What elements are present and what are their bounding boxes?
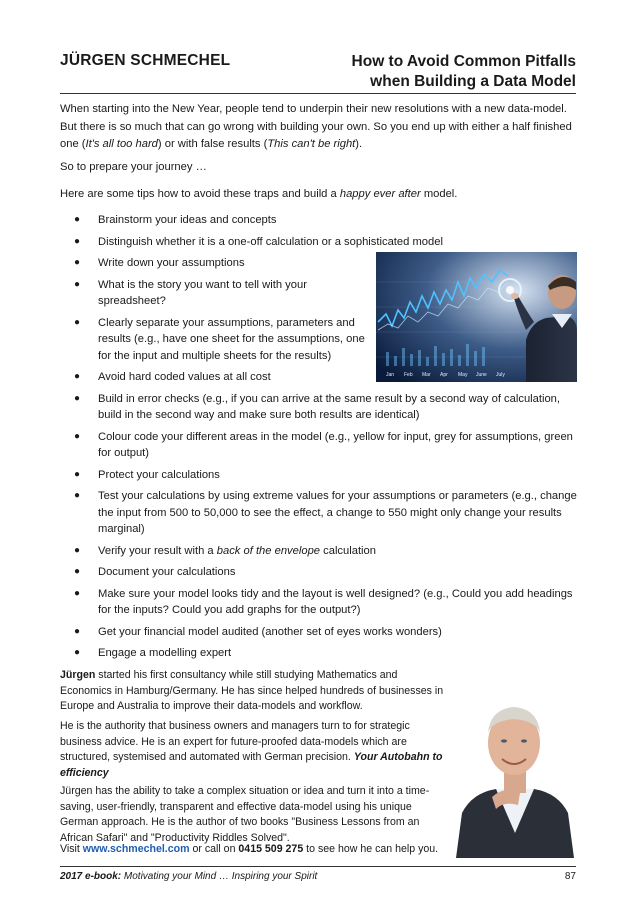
bio-paragraph-2 xyxy=(60,719,445,781)
footer-book-title xyxy=(60,871,317,882)
bio-paragraph-4 xyxy=(60,842,445,858)
intro-p3-emphasis: happy ever after xyxy=(339,188,421,200)
bullet-icon: ● xyxy=(74,468,81,480)
bio-paragraph-1 xyxy=(60,668,445,715)
tip-text: Get your financial model audited (another set of eyes works wonders) xyxy=(98,625,442,638)
bullet-icon: ● xyxy=(74,235,81,247)
bullet-icon: ● xyxy=(74,392,81,404)
bullet-icon: ● xyxy=(74,316,81,328)
tip-item xyxy=(60,488,580,538)
phone-number: 0415 509 275 xyxy=(238,843,304,855)
tip-item xyxy=(60,624,580,641)
bio-p4-text-a: Visit xyxy=(60,843,83,855)
tip-item xyxy=(60,467,580,484)
chart-month-label: Jan xyxy=(386,372,395,378)
chart-month-label: Mar xyxy=(422,372,431,378)
intro-p1-text-c: ). xyxy=(355,138,363,150)
bullet-icon: ● xyxy=(74,257,81,268)
header-title xyxy=(276,52,576,92)
tip-text: Document your calculations xyxy=(98,566,236,578)
stock-chart-photo xyxy=(376,252,577,382)
tip-item xyxy=(60,645,580,662)
intro-p1-text-b: ) or with false results ( xyxy=(157,138,268,150)
bullet-icon: ● xyxy=(74,566,81,577)
portrait-illustration xyxy=(452,693,578,858)
bullet-icon: ● xyxy=(74,647,81,658)
intro-paragraph-2: So to prepare your journey … xyxy=(60,161,207,173)
tip-item xyxy=(60,277,366,310)
tip-text: Build in error checks (e.g., if you can arrive at the same result by a second way of calculation, build in the second way and make sure both results are identical) xyxy=(98,392,561,421)
tip-verify-text-a: Verify your result with a xyxy=(98,544,217,557)
intro-p1-text-a: When starting into the New Year, people tend to underpin their new resolutions with a new data-model. But there is so much that can go wrong with building your own. So you end up with either a half finished one ( xyxy=(60,103,572,150)
chart-month-label: Feb xyxy=(404,372,413,378)
tip-text: Clearly separate your assumptions, parameters and results (e.g., have one sheet for the assumptions, one for the input and multiple sheets for the results) xyxy=(98,316,365,362)
tip-text: Brainstorm your ideas and concepts xyxy=(98,214,277,226)
bio-p1-text: started his first consultancy while still studying Mathematics and Economics in Hamburg/Germany. He has since helped hundreds of businesses in Europe and Australia to improve their data-models and workflow. xyxy=(60,669,444,713)
tip-text: Colour code your different areas in the model (e.g., yellow for input, grey for assumptions, green for output) xyxy=(98,430,573,459)
tip-item xyxy=(60,429,580,462)
page-number: 87 xyxy=(564,871,576,882)
chart-month-label: May xyxy=(458,372,468,378)
bullet-icon: ● xyxy=(74,371,81,382)
header-divider xyxy=(60,93,576,94)
tip-text: Protect your calculations xyxy=(98,468,220,481)
intro-paragraph-1 xyxy=(60,101,578,154)
bio-name: Jürgen xyxy=(60,669,96,681)
bio-paragraph-3: Jürgen has the ability to take a complex situation or idea and turn it into a time-saving, user-friendly, transparent and effective data-model using his unique German approach. He is the author of two books "Business Lessons from an African Safari" and "Productivity Riddles Solved". xyxy=(60,785,430,844)
bullet-icon: ● xyxy=(74,278,81,290)
tip-text: Distinguish whether it is a one-off calculation or a sophisticated model xyxy=(98,235,443,248)
tip-item xyxy=(60,564,580,581)
header-title-line2: when Building a Data Model xyxy=(370,73,576,90)
website-link[interactable]: www.schmechel.com xyxy=(82,843,190,855)
tip-item xyxy=(60,543,580,560)
intro-p1-emphasis-2: This can't be right xyxy=(267,138,356,150)
bio-p2-text: He is the authority that business owners and managers turn to for strategic business advice. He is an expert for future-proofed data-models which are structured, systemised and automated with German precision. xyxy=(60,720,410,764)
intro-paragraph-3 xyxy=(60,186,578,204)
bullet-icon: ● xyxy=(74,214,81,225)
tip-item xyxy=(60,234,580,251)
tip-item xyxy=(60,391,580,424)
bullet-icon: ● xyxy=(74,544,81,556)
tip-text: What is the story you want to tell with your spreadsheet? xyxy=(98,278,307,307)
author-portrait xyxy=(452,693,578,858)
footer-book-label: 2017 e-book: xyxy=(60,871,122,882)
tip-verify-emphasis: back of the envelope xyxy=(216,544,321,557)
footer-book-subtitle: Motivating your Mind … Inspiring your Spirit xyxy=(121,871,318,882)
intro-p3-text-b: model. xyxy=(420,188,458,200)
header-title-line1: How to Avoid Common Pitfalls xyxy=(351,53,576,70)
tip-item xyxy=(60,586,580,619)
bullet-icon: ● xyxy=(74,430,81,442)
tip-text: Write down your assumptions xyxy=(98,257,245,269)
tip-text: Test your calculations by using extreme values for your assumptions or parameters (e.g., change the input from 500 to 50,000 to see the effect, a change to 550 might only change your results marginal) xyxy=(98,490,577,535)
bio-p4-text-b: or call on xyxy=(189,843,239,855)
tip-text: Engage a modelling expert xyxy=(98,647,232,659)
chart-photo-illustration xyxy=(376,252,577,382)
bullet-icon: ● xyxy=(74,587,81,599)
intro-p3-text-a: Here are some tips how to avoid these traps and build a xyxy=(60,188,340,200)
bullet-icon: ● xyxy=(74,625,81,637)
footer-divider xyxy=(60,866,576,867)
chart-month-label: July xyxy=(496,372,505,378)
intro-p1-emphasis-1: It's all too hard xyxy=(85,138,158,150)
tip-text: Make sure your model looks tidy and the layout is well designed? (e.g., Could you add headings for the inputs? Could you add graphs for the output?) xyxy=(98,587,573,616)
chart-month-label: Apr xyxy=(440,372,448,378)
header-author: JÜRGEN SCHMECHEL xyxy=(60,52,231,69)
bio-p4-text-c: to see how he can help you. xyxy=(303,843,439,855)
tip-item xyxy=(60,212,580,229)
tip-text: Avoid hard coded values at all cost xyxy=(98,371,271,383)
tip-verify-text-b: calculation xyxy=(320,544,376,557)
bullet-icon: ● xyxy=(74,490,81,501)
bio-tagline: Your Autobahn to efficiency xyxy=(60,751,443,779)
chart-month-label: June xyxy=(476,372,487,378)
tip-item xyxy=(60,315,366,365)
